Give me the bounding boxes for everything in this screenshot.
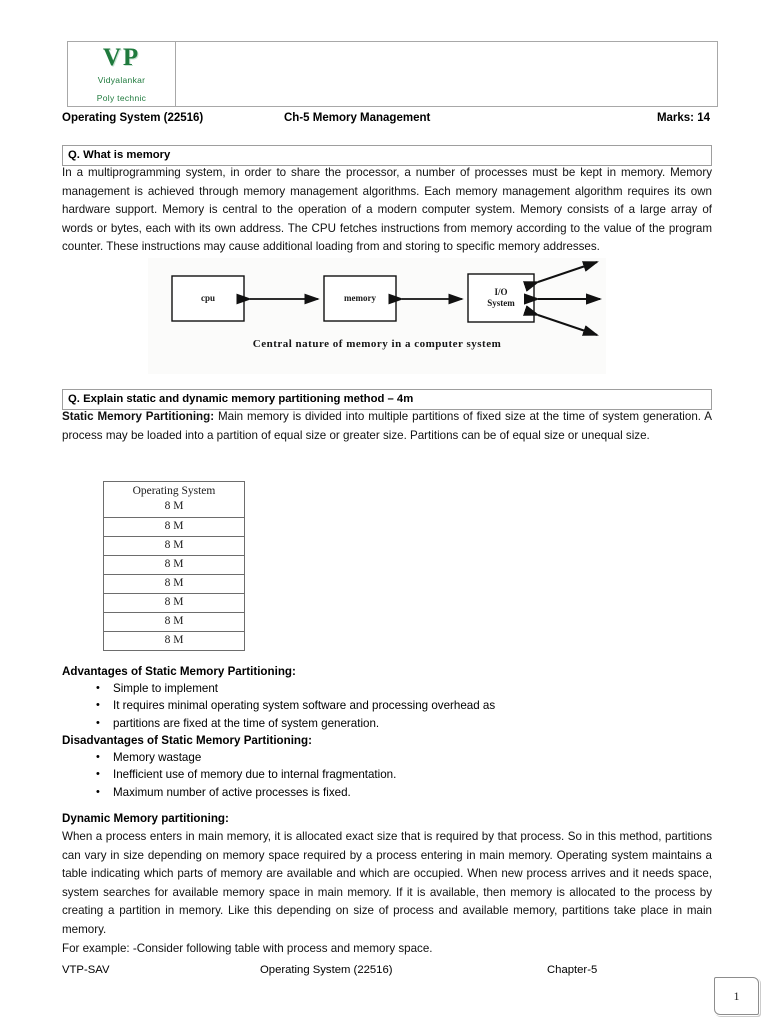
bullet-icon: • bbox=[96, 768, 100, 781]
subject-title: Operating System (22516) bbox=[62, 112, 204, 124]
header-blank-cell bbox=[176, 42, 718, 107]
partition-cell: 8 M bbox=[104, 556, 245, 575]
document-title-row bbox=[62, 112, 714, 128]
header-table bbox=[67, 41, 718, 107]
os-partition-label: Operating System bbox=[132, 485, 216, 497]
partition-cell: 8 M bbox=[104, 632, 245, 651]
dynamic-example-line: For example: -Consider following table with process and memory space. bbox=[62, 941, 433, 955]
intro-paragraph: In a multiprogramming system, in order to share the processor, a number of processes must be kept in memory. Memory management is achieved through memory management algorithms. Each memory management algorithm requires its own hardware support. Memory is central to the operation of a modern computer system. Memory consists of a large array of words or bytes, each with its own address. The CPU fetches instructions from memory according to the value of the program counter. These instructions may cause additional loading from and storing to specific memory addresses. bbox=[62, 166, 712, 254]
os-partition-size: 8 M bbox=[164, 500, 184, 512]
list-item-text: Maximum number of active processes is fixed. bbox=[113, 785, 351, 799]
figure-label-memory: memory bbox=[344, 293, 376, 303]
figure-label-cpu: cpu bbox=[200, 293, 215, 303]
header-logo-cell bbox=[68, 42, 176, 107]
partition-cell: 8 M bbox=[104, 575, 245, 594]
table-row bbox=[104, 632, 245, 651]
partition-cell: 8 M bbox=[104, 613, 245, 632]
disadvantages-list bbox=[62, 749, 712, 801]
table-row bbox=[104, 556, 245, 575]
partition-cell: 8 M bbox=[104, 518, 245, 537]
static-partitioning-paragraph bbox=[62, 408, 712, 445]
advantages-heading: Advantages of Static Memory Partitioning: bbox=[62, 665, 296, 678]
list-item bbox=[62, 749, 712, 766]
bullet-icon: • bbox=[96, 785, 100, 798]
dynamic-partitioning-body: When a process enters in main memory, it is allocated exact size that is required by that process. So in this method, partitions can vary in size depending on memory space required by a process entering in main memory. Operating system maintains a table indicating which parts of memory are available and which are occupied. When new process arrives and it needs space, system searches for available memory space in main memory. If it is available, then memory is allocated to the process by creating a partition in memory. Like this depending on size of process and available memory, partitions take place in main memory. bbox=[62, 830, 712, 936]
bullet-icon: • bbox=[96, 682, 100, 694]
list-item bbox=[62, 766, 712, 783]
logo-institute-line1: Vidyalankar bbox=[97, 75, 146, 85]
table-row bbox=[104, 575, 245, 594]
dynamic-partitioning-paragraph bbox=[62, 828, 712, 958]
table-row bbox=[104, 518, 245, 537]
advantages-list bbox=[62, 680, 712, 732]
memory-partition-table bbox=[103, 481, 245, 651]
dynamic-partitioning-heading: Dynamic Memory partitioning: bbox=[62, 812, 229, 825]
figure-label-io-line2: System bbox=[487, 297, 515, 308]
os-partition-cell bbox=[104, 482, 245, 518]
vidyalankar-logo bbox=[68, 42, 175, 106]
static-partitioning-lead-label: Static Memory Partitioning: bbox=[62, 410, 215, 423]
list-item bbox=[62, 784, 712, 801]
footer-left-text: VTP-SAV bbox=[62, 964, 110, 976]
page-footer bbox=[62, 964, 714, 980]
table-row bbox=[104, 482, 245, 518]
partition-cell: 8 M bbox=[104, 594, 245, 613]
list-item-text: partitions are fixed at the time of system generation. bbox=[113, 716, 380, 730]
page-number-badge: 1 bbox=[714, 977, 759, 1015]
bullet-icon: • bbox=[96, 699, 100, 712]
list-item bbox=[62, 680, 712, 697]
footer-right-text: Chapter-5 bbox=[547, 964, 598, 976]
logo-vp-text: VP bbox=[102, 44, 141, 71]
bullet-icon: • bbox=[96, 751, 100, 763]
partition-cell: 8 M bbox=[104, 537, 245, 556]
list-item-text: Simple to implement bbox=[113, 682, 219, 695]
static-partitioning-body: Main memory is divided into multiple partitions of fixed size at the time of system generation. A process may be loaded into a partition of equal size or greater size. Partitions can be of equal size or unequal size. bbox=[62, 410, 712, 442]
marks-label: Marks: 14 bbox=[656, 112, 710, 124]
logo-institute-line2: Poly technic bbox=[96, 93, 147, 103]
chapter-title: Ch-5 Memory Management bbox=[284, 112, 431, 124]
list-item-text: Memory wastage bbox=[113, 751, 202, 764]
figure-diagram-svg bbox=[148, 258, 606, 374]
table-row bbox=[104, 537, 245, 556]
question-banner-2: Q. Explain static and dynamic memory partitioning method – 4m bbox=[62, 389, 712, 410]
footer-center-text: Operating System (22516) bbox=[260, 964, 393, 976]
list-item-text: Inefficient use of memory due to internal fragmentation. bbox=[113, 768, 397, 782]
list-item-text: It requires minimal operating system software and processing overhead as bbox=[113, 699, 496, 713]
bullet-icon: • bbox=[96, 716, 100, 729]
table-row bbox=[104, 613, 245, 632]
figure-label-io-system bbox=[468, 287, 534, 308]
header-table-row bbox=[68, 42, 718, 107]
memory-architecture-figure bbox=[148, 258, 606, 374]
table-row bbox=[104, 594, 245, 613]
list-item bbox=[62, 697, 712, 714]
disadvantages-heading: Disadvantages of Static Memory Partitioning: bbox=[62, 734, 312, 747]
figure-caption: Central nature of memory in a computer system bbox=[252, 338, 502, 350]
question-banner-1: Q. What is memory bbox=[62, 145, 712, 166]
figure-label-io-line1: I/O bbox=[494, 287, 508, 297]
list-item bbox=[62, 715, 712, 732]
